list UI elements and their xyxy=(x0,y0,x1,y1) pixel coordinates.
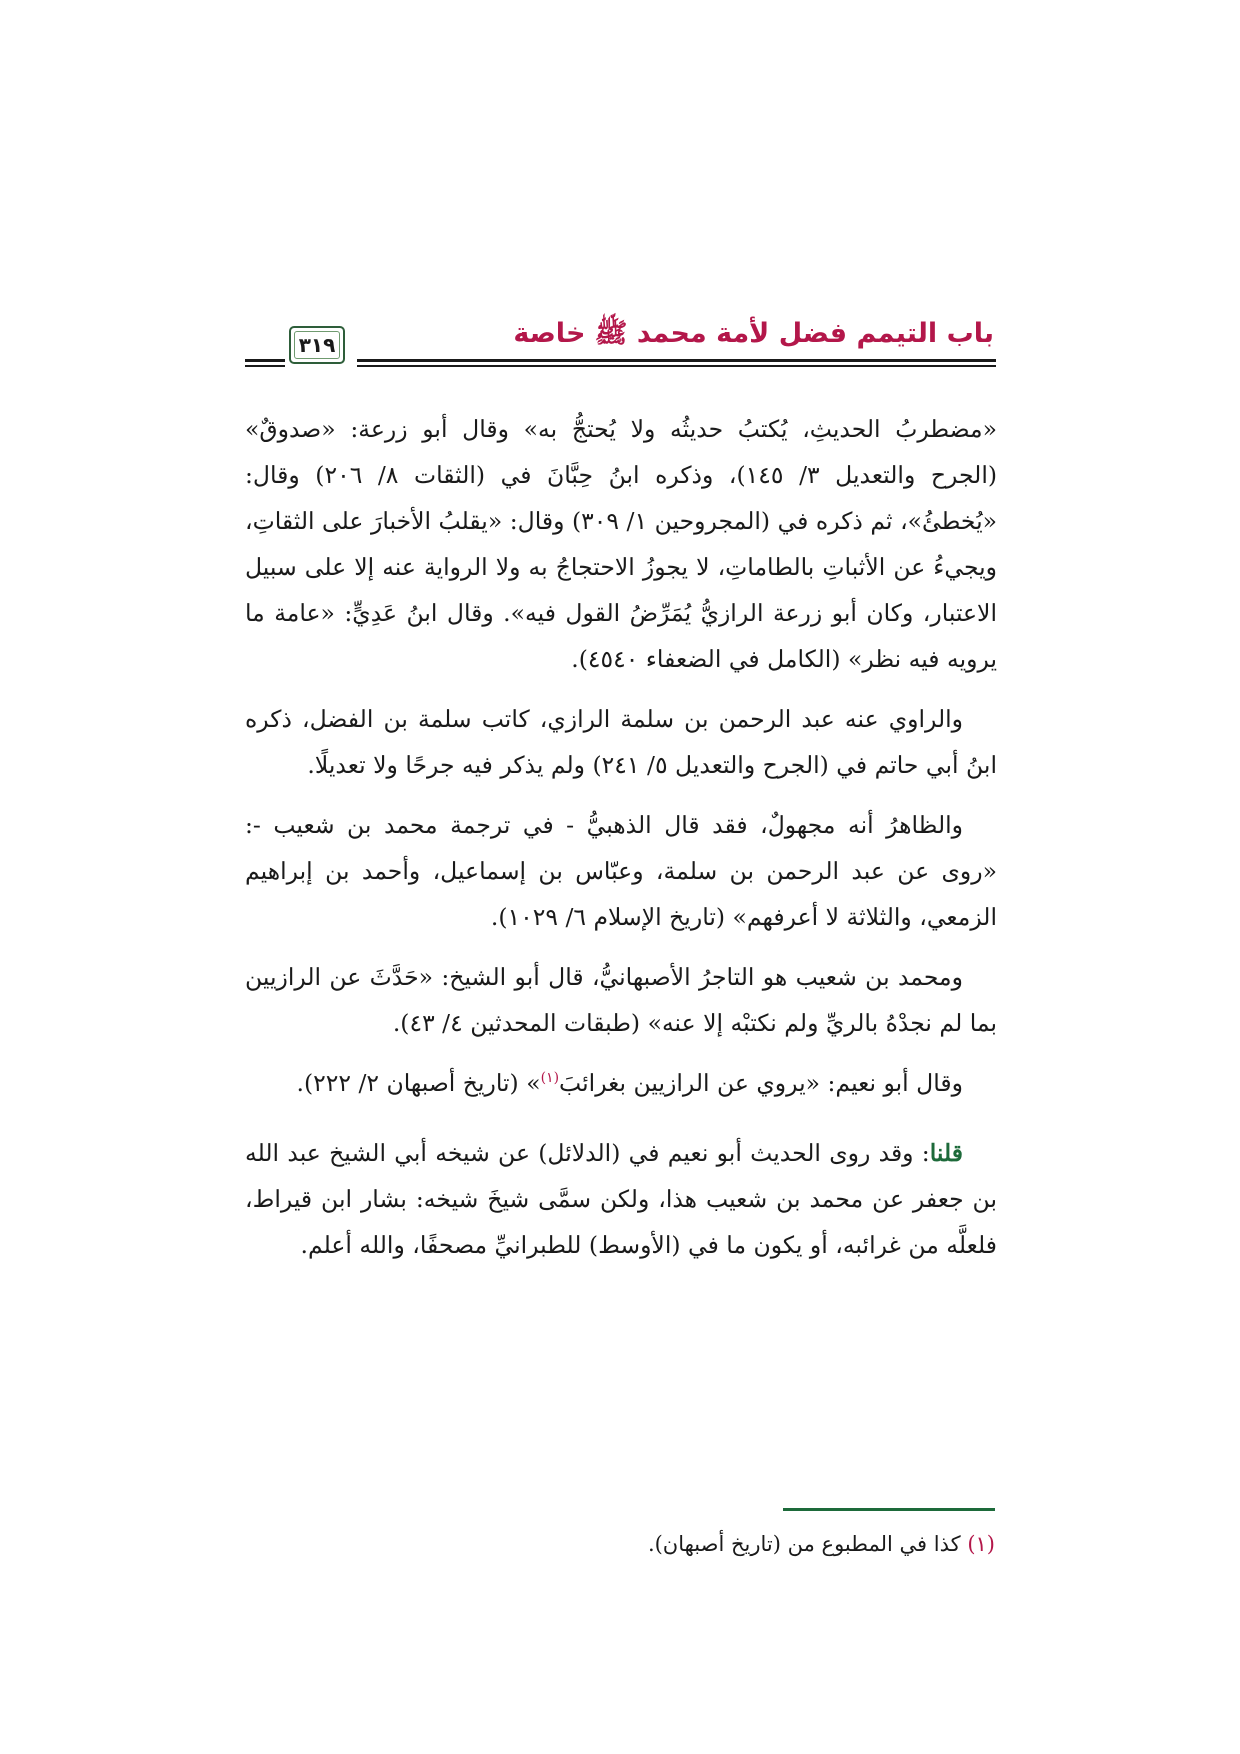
footnote xyxy=(245,1526,995,1562)
footnote-reference[interactable]: (١) xyxy=(540,1070,560,1087)
paragraph-5-text-before: وقال أبو نعيم: «يروي عن الرازيين بغرائبَ xyxy=(559,1069,963,1097)
paragraph-1: «مضطربُ الحديثِ، يُكتبُ حديثُه ولا يُحتجُّ به» وقال أبو زرعة: «صدوقٌ» (الجرح والتعديل ٣/ ١٤٥)، وذكره ابنُ حِبَّانَ في (الثقات ٨/ ٢٠٦) وقال: «يُخطئُ»، ثم ذكره في (المجروحين ١/ ٣٠٩) وقال: «يقلبُ الأخبارَ على الثقاتِ، ويجيءُ عن الأثباتِ بالطاماتِ، لا يجوزُ الاحتجاجُ به ولا الرواية عنه إلا على سبيل الاعتبار، وكان أبو زرعة الرازيُّ يُمَرِّضُ القول فيه». وقال ابنُ عَدِيٍّ: «عامة ما يرويه فيه نظر» (الكامل في الضعفاء ٤٥٤٠). xyxy=(245,415,998,673)
paragraph-6 xyxy=(245,1130,997,1268)
footnote-number: (١) xyxy=(967,1532,995,1556)
paragraph-5-text-after: » (تاريخ أصبهان ٢/ ٢٢٢). xyxy=(296,1069,541,1097)
header-rule-bottom xyxy=(357,365,996,367)
chapter-title: باب التيمم فضل لأمة محمد ﷺ خاصة xyxy=(513,318,994,349)
paragraph-5 xyxy=(245,1060,997,1106)
qulna-label: قلنا xyxy=(929,1139,963,1167)
paragraph-6-text: : وقد روى الحديث أبو نعيم في (الدلائل) عن شيخه أبي الشيخ عبد الله بن جعفر عن محمد بن شعيب هذا، ولكن سمَّى شيخَ شيخه: بشار ابن قيراط، فلعلَّه من غرائبه، أو يكون ما في (الأوسط) للطبرانيِّ مصحفًا، والله أعلم. xyxy=(245,1139,997,1259)
page-number: ٣١٩ xyxy=(298,333,336,357)
paragraph-4: ومحمد بن شعيب هو التاجرُ الأصبهانيُّ، قال أبو الشيخ: «حَدَّثَ عن الرازيين بما لم نجدْهُ بالريِّ ولم نكتبْه إلا عنه» (طبقات المحدثين ٤/ ٤٣). xyxy=(245,963,997,1037)
paragraph-3: والظاهرُ أنه مجهولٌ، فقد قال الذهبيُّ - في ترجمة محمد بن شعيب -: «روى عن عبد الرحمن بن سلمة، وعبّاس بن إسماعيل، وأحمد بن إبراهيم الزمعي، والثلاثة لا أعرفهم» (تاريخ الإسلام ٦/ ١٠٢٩). xyxy=(245,811,997,931)
header-rule-left-bottom xyxy=(245,365,285,367)
header-rule-top xyxy=(357,359,996,362)
footnote-text: كذا في المطبوع من (تاريخ أصبهان). xyxy=(647,1532,961,1556)
footnote-separator xyxy=(783,1508,995,1511)
main-text xyxy=(245,406,997,1282)
page-number-badge xyxy=(289,326,345,364)
header-rule-left-top xyxy=(245,359,285,362)
paragraph-2: والراوي عنه عبد الرحمن بن سلمة الرازي، كاتب سلمة بن الفضل، ذكره ابنُ أبي حاتم في (الجرح والتعديل ٥/ ٢٤١) ولم يذكر فيه جرحًا ولا تعديلًا. xyxy=(245,705,997,779)
page-header xyxy=(245,312,996,382)
